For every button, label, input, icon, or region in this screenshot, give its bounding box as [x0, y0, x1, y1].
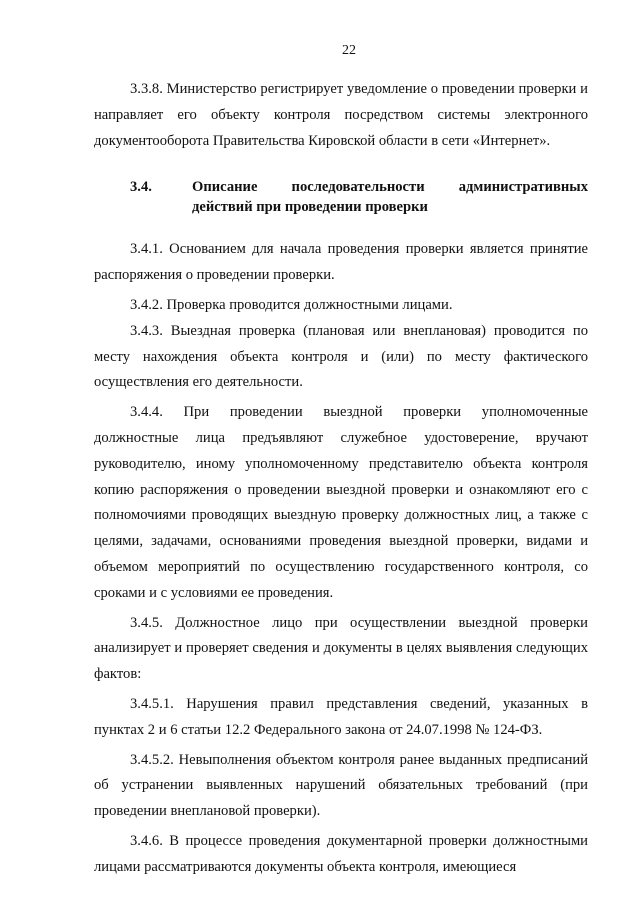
- paragraph-3-4-1: 3.4.1. Основанием для начала проведения проверки является принятие распоряжения о проведении проверки.: [94, 241, 588, 284]
- section-heading-number: 3.4.: [130, 179, 152, 196]
- paragraph-3-4-5-2: 3.4.5.2. Невыполнения объектом контроля ранее выданных предписаний об устранении выявленных нарушений обязательных требований (при проведении внеплановой проверки).: [94, 751, 588, 820]
- paragraph-3-4-5: 3.4.5. Должностное лицо при осуществлении выездной проверки анализирует и проверяет сведения и документы в целях выявления следующих фактов:: [94, 614, 588, 683]
- document-body: [94, 77, 588, 881]
- paragraph-3-4-2: 3.4.2. Проверка проводится должностными лицами.: [130, 296, 453, 313]
- paragraph-3-4-3: 3.4.3. Выездная проверка (плановая или внеплановая) проводится по месту нахождения объекта контроля и (или) по месту фактического осуществления его деятельности.: [94, 322, 588, 391]
- section-heading-text: Описание последовательности административных действий при проведении проверки: [192, 179, 588, 216]
- section-heading-3-4: [94, 177, 588, 217]
- paragraph-3-4-6: 3.4.6. В процессе проведения документарной проверки должностными лицами рассматриваются документы объекта контроля, имеющиеся: [94, 832, 588, 875]
- paragraph-3-3-8: 3.3.8. Министерство регистрирует уведомление о проведении проверки и направляет его объекту контроля посредством системы электронного документооборота Правительства Кировской области в сети «Интернет».: [94, 81, 588, 149]
- paragraph-3-4-5-1: 3.4.5.1. Нарушения правил представления сведений, указанных в пунктах 2 и 6 статьи 12.2 Федерального закона от 24.07.1998 № 124-ФЗ.: [94, 695, 588, 738]
- page-number: 22: [342, 43, 356, 58]
- paragraph-3-4-4: 3.4.4. При проведении выездной проверки уполномоченные должностные лица предъявляют служебное удостоверение, вручают руководителю, иному уполномоченному представителю объекта контроля копию распоряжения о проведении выездной проверки и ознакомляют его с полномочиями проводящих выездную проверку должностных лиц, а также с целями, задачами, основаниями проведения выездной проверки, видами и объемом мероприятий по осуществлению государственного контроля, со сроками и с условиями ее проведения.: [94, 404, 588, 601]
